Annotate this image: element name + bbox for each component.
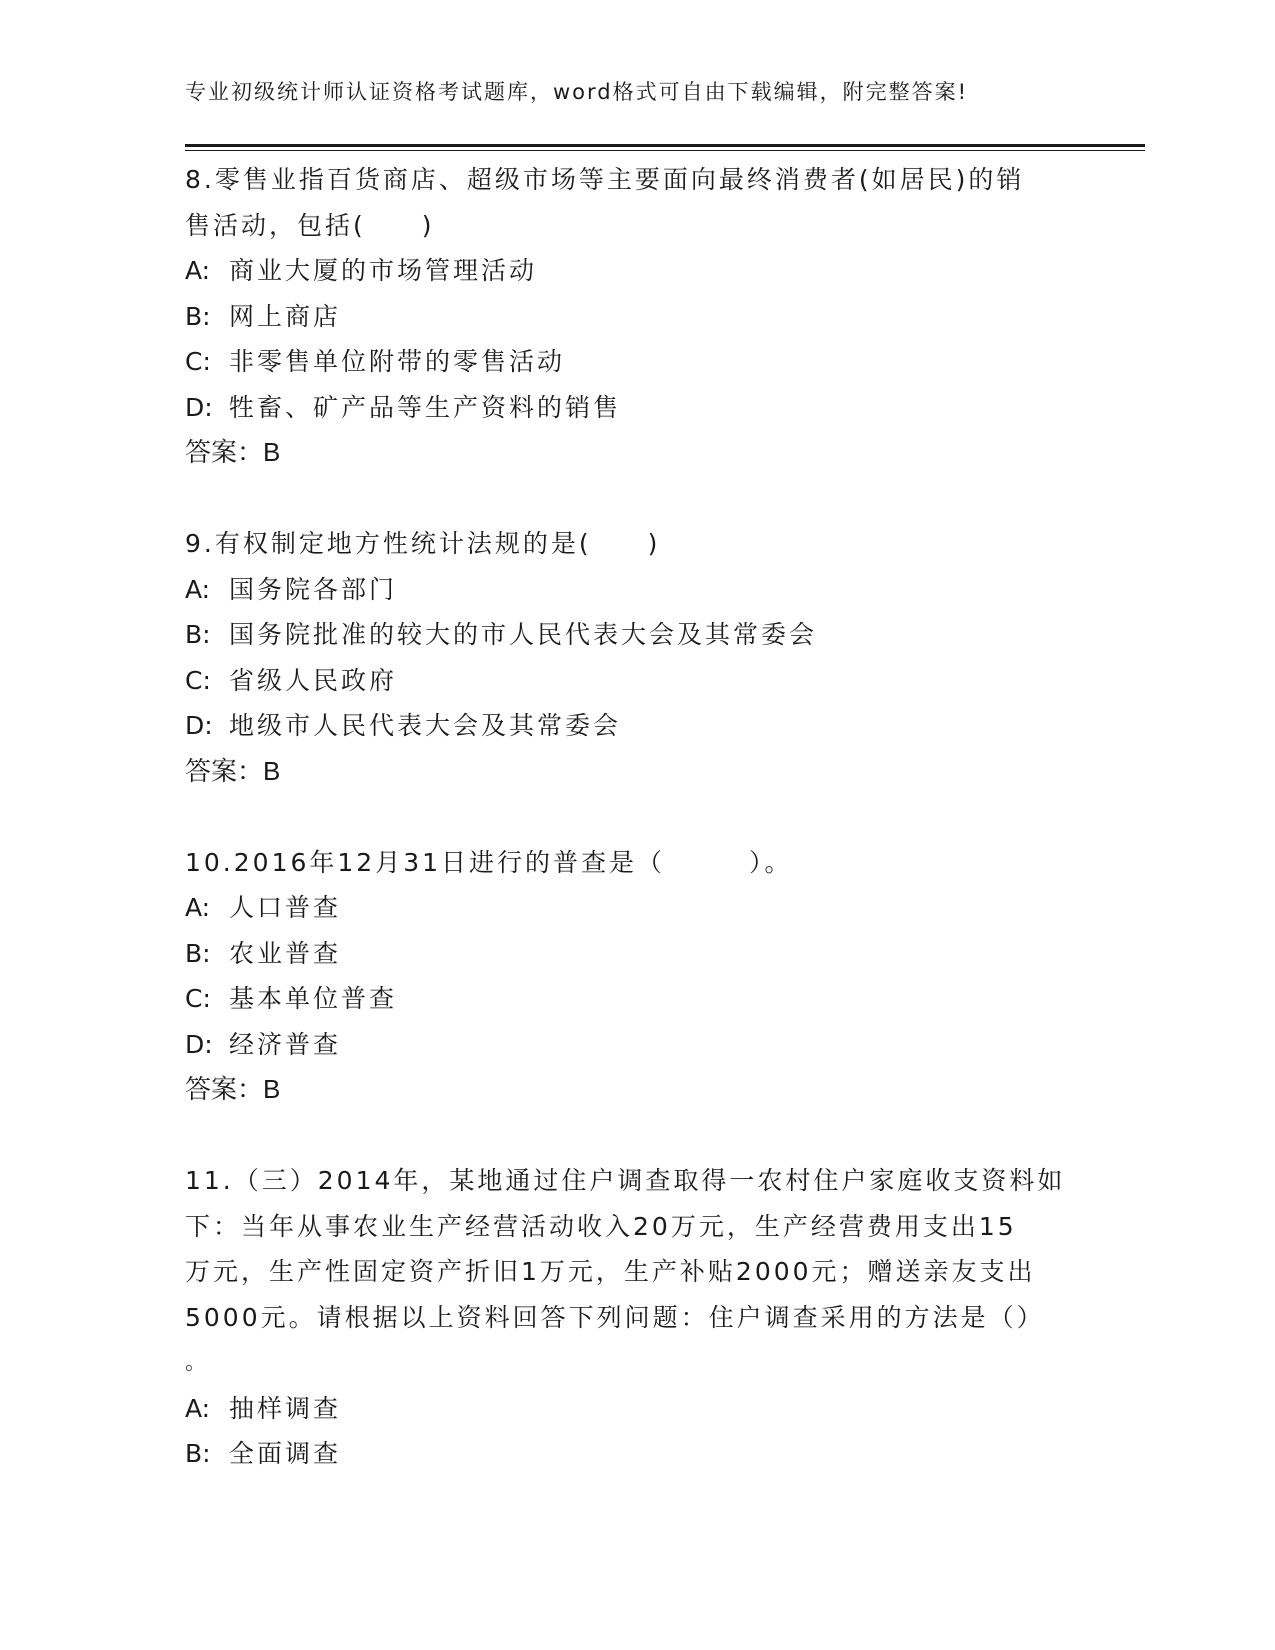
question-11 xyxy=(185,1158,1085,1477)
option-key: D: xyxy=(185,392,213,422)
page-header: 专业初级统计师认证资格考试题库，word格式可自由下载编辑，附完整答案! xyxy=(185,80,969,104)
option-text: 省级人民政府 xyxy=(229,665,398,695)
option-b xyxy=(185,931,1085,977)
option-text: 非零售单位附带的零售活动 xyxy=(229,347,566,376)
option-b xyxy=(185,1431,1085,1477)
option-d xyxy=(185,703,1085,749)
option-c xyxy=(185,339,1085,385)
option-d xyxy=(185,1022,1085,1068)
header-rule-thick xyxy=(185,144,1145,147)
question-list xyxy=(185,157,1085,1477)
option-text: 基本单位普查 xyxy=(229,984,398,1013)
option-a xyxy=(185,248,1085,294)
question-stem-line: 5000元。请根据以上资料回答下列问题：住户调查采用的方法是（） xyxy=(185,1302,1045,1332)
option-key: D: xyxy=(185,711,213,740)
question-gap xyxy=(185,1113,1085,1159)
option-b xyxy=(185,294,1085,340)
option-key: A: xyxy=(185,1393,211,1423)
option-c xyxy=(185,976,1085,1022)
option-text: 农业普查 xyxy=(229,938,342,968)
option-text: 商业大厦的市场管理活动 xyxy=(229,256,538,285)
option-text: 地级市人民代表大会及其常委会 xyxy=(229,711,622,740)
question-stem-line: 8.零售业指百货商店、超级市场等主要面向最终消费者(如居民)的销 xyxy=(185,165,1025,194)
question-stem-line: 万元，生产性固定资产折旧1万元，生产补贴2000元；赠送亲友支出 xyxy=(185,1257,1036,1286)
option-a xyxy=(185,885,1085,931)
option-key: B: xyxy=(185,938,211,968)
question-stem-line: 下：当年从事农业生产经营活动收入20万元，生产经营费用支出15 xyxy=(185,1211,1017,1241)
option-key: A: xyxy=(185,574,211,604)
option-key: B: xyxy=(185,620,211,649)
question-10 xyxy=(185,840,1085,1113)
option-text: 国务院批准的较大的市人民代表大会及其常委会 xyxy=(229,620,818,649)
question-8 xyxy=(185,157,1085,476)
answer-line: 答案：B xyxy=(185,1074,281,1104)
answer-line: 答案：B xyxy=(185,437,281,467)
option-key: C: xyxy=(185,347,211,376)
option-key: A: xyxy=(185,256,211,285)
option-a xyxy=(185,1386,1085,1432)
option-text: 人口普查 xyxy=(229,893,342,922)
question-gap xyxy=(185,476,1085,522)
question-stem-line: 9.有权制定地方性统计法规的是( ) xyxy=(185,529,661,558)
question-gap xyxy=(185,794,1085,840)
option-text: 抽样调查 xyxy=(229,1393,342,1423)
option-text: 经济普查 xyxy=(229,1029,342,1059)
option-d xyxy=(185,385,1085,431)
question-stem-line: 11.（三）2014年，某地通过住户调查取得一农村住户家庭收支资料如 xyxy=(185,1166,1066,1195)
option-b xyxy=(185,612,1085,658)
option-key: D: xyxy=(185,1029,213,1059)
option-key: B: xyxy=(185,301,211,331)
option-key: C: xyxy=(185,984,211,1013)
option-text: 牲畜、矿产品等生产资料的销售 xyxy=(229,392,622,422)
option-key: C: xyxy=(185,665,211,695)
answer-line: 答案：B xyxy=(185,755,281,786)
question-9 xyxy=(185,521,1085,794)
option-c xyxy=(185,658,1085,704)
question-stem-line: 。 xyxy=(185,1350,209,1374)
option-text: 全面调查 xyxy=(229,1439,342,1468)
header-rule-thin xyxy=(185,150,1145,151)
option-text: 国务院各部门 xyxy=(229,574,398,604)
option-a xyxy=(185,567,1085,613)
question-stem-line: 10.2016年12月31日进行的普查是（ ）。 xyxy=(185,847,793,877)
question-stem-line: 售活动，包括( ) xyxy=(185,210,435,240)
option-key: B: xyxy=(185,1439,211,1468)
option-text: 网上商店 xyxy=(229,301,342,331)
option-key: A: xyxy=(185,893,211,922)
